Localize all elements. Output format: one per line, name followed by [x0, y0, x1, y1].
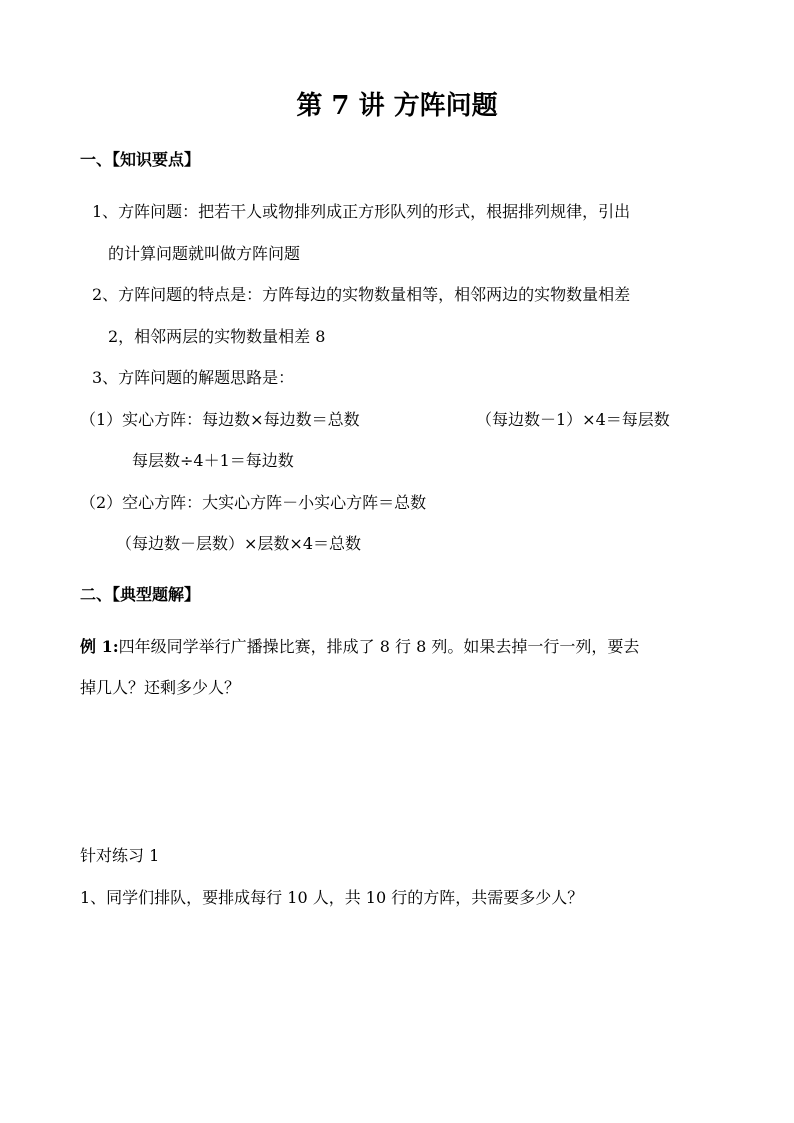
point-2-line-1: 2、方阵问题的特点是：方阵每边的实物数量相等，相邻两边的实物数量相差 [92, 285, 631, 304]
solid-formula-3: 每层数÷4＋1＝每边数 [132, 451, 294, 470]
example-1-line-1 [80, 637, 639, 657]
solid-formula-1: （1）实心方阵：每边数×每边数＝总数 [80, 410, 360, 429]
practice-heading: 针对练习 1 [80, 846, 160, 865]
practice-1: 1、同学们排队，要排成每行 10 人，共 10 行的方阵，共需要多少人？ [80, 888, 584, 907]
example-1-text: 四年级同学举行广播操比赛，排成了 8 行 8 列。如果去掉一行一列，要去 [118, 637, 640, 656]
hollow-formula-2: （每边数－层数）×层数×4＝总数 [116, 534, 361, 553]
hollow-formula-1: （2）空心方阵：大实心方阵－小实心方阵＝总数 [80, 493, 427, 512]
point-1-line-2: 的计算问题就叫做方阵问题 [108, 244, 301, 263]
point-2-line-2: 2，相邻两层的实物数量相差 8 [108, 327, 326, 346]
section-heading-examples: 二、【典型题解】 [80, 585, 201, 604]
page-title: 第 7 讲 方阵问题 [296, 91, 498, 121]
solid-formula-2: （每边数－1）×4＝每层数 [476, 410, 670, 429]
section-heading-knowledge: 一、【知识要点】 [80, 150, 201, 169]
point-1-line-1: 1、方阵问题：把若干人或物排列成正方形队列的形式，根据排列规律，引出 [92, 202, 631, 221]
example-1-label: 例 1: [80, 637, 119, 656]
point-3: 3、方阵问题的解题思路是： [92, 368, 295, 387]
example-1-line-2: 掉几人？还剩多少人？ [80, 678, 241, 697]
